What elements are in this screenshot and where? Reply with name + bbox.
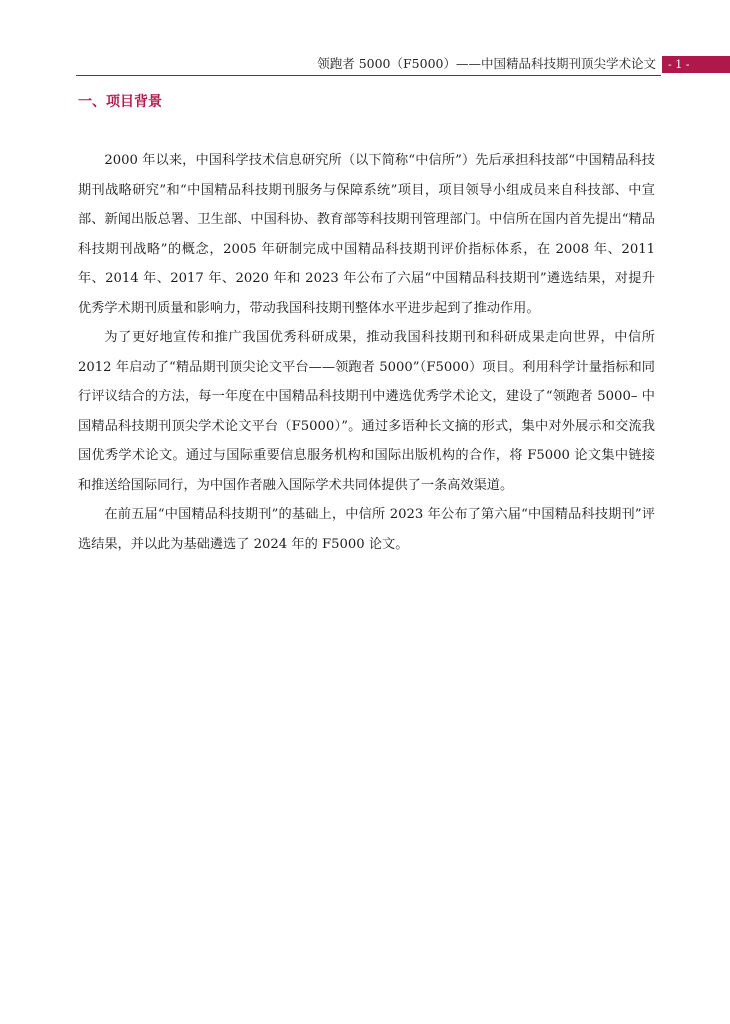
paragraph: 在前五届“中国精品科技期刊”的基础上，中信所 2023 年公布了第六届“中国精品科技期刊”评选结果，并以此为基础遴选了 2024 年的 F5000 论文。 — [78, 507, 655, 552]
header-divider — [76, 75, 661, 76]
paragraph: 为了更好地宣传和推广我国优秀科研成果，推动我国科技期刊和科研成果走向世界，中信所 2012 年启动了“精品期刊顶尖论文平台——领跑者 5000”（F5000）项目。利用科学计量指标和同行评议结合的方法，每一年度在中国精品科技期刊中遴选优秀学术论文，建设了“领跑者 5000– 中国精品科技期刊顶尖学术论文平台（F5000）”。通过多语种长文摘的形式，集中对外展示和交流我国优秀学术论文。通过与国际重要信息服务机构和国际出版机构的合作，将 F5000 论文集中链接和推送给国际同行，为中国作者融入国际学术共同体提供了一条高效渠道。 — [78, 330, 655, 493]
running-header — [76, 54, 730, 74]
section-heading: 一、项目背景 — [78, 94, 162, 110]
header-title: 领跑者 5000（F5000）——中国精品科技期刊顶尖学术论文 — [317, 56, 656, 71]
paragraph: 2000 年以来，中国科学技术信息研究所（以下简称“中信所”）先后承担科技部“中国精品科技期刊战略研究”和“中国精品科技期刊服务与保障系统”项目，项目领导小组成员来自科技部、中宣部、新闻出版总署、卫生部、中国科协、教育部等科技期刊管理部门。中信所在国内首先提出“精品科技期刊战略”的概念，2005 年研制完成中国精品科技期刊评价指标体系，在 2008 年、2011 年、2014 年、2017 年、2020 年和 2023 年公布了六届“中国精品科技期刊”遴选结果，对提升优秀学术期刊质量和影响力，带动我国科技期刊整体水平进步起到了推动作用。 — [78, 153, 655, 316]
page-number-badge: - 1 - — [662, 56, 730, 73]
section-body — [78, 146, 655, 559]
